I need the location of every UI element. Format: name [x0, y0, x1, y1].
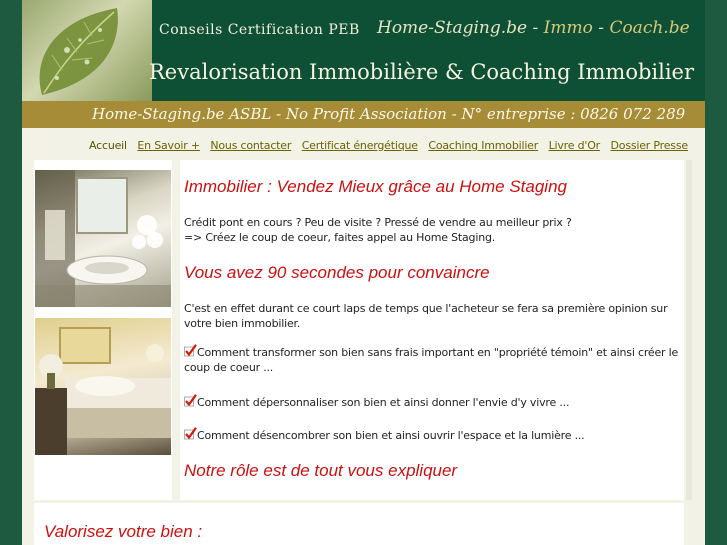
main-content: [180, 160, 684, 500]
checkmark-icon: [184, 344, 197, 357]
bedroom-photo: [35, 318, 171, 455]
valorisez-section: [34, 503, 684, 545]
page-wrapper: [22, 0, 705, 545]
list-item: [184, 426, 684, 443]
main-nav: [89, 139, 695, 152]
nav-item-dossier-presse[interactable]: Dossier Presse: [610, 139, 688, 152]
top-subtitle: Conseils Certification PEB: [159, 22, 360, 38]
checkmark-icon: [184, 427, 197, 440]
bullet-text-transformer: Comment transformer son bien sans frais important en "propriété témoin" et ainsi créer le coup de coeur ...: [184, 346, 679, 374]
brand-separator-1: -: [527, 18, 544, 38]
nav-item-livre-dor[interactable]: Livre d'Or: [548, 139, 601, 152]
heading-90-secondes: Vous avez 90 secondes pour convaincre: [184, 263, 490, 282]
heading-notre-role: Notre rôle est de tout vous expliquer: [184, 461, 458, 480]
brand-immo: Immo: [543, 18, 593, 38]
brand-home-staging: Home-Staging.be: [377, 18, 528, 38]
list-item: [184, 343, 684, 375]
intro-questions: Crédit pont en cours ? Peu de visite ? Pressé de vendre au meilleur prix ?: [184, 216, 572, 229]
checkmark-icon: [184, 394, 197, 407]
heading-valorisez: Valorisez votre bien :: [44, 522, 203, 541]
list-item: [184, 393, 684, 410]
bathroom-photo: [35, 170, 171, 307]
brand-coach: Coach.be: [609, 18, 690, 38]
content-side-strip: [686, 160, 692, 500]
brand-separator-2: -: [592, 18, 610, 38]
nav-item-certificat-energetique[interactable]: Certificat énergétique: [301, 139, 418, 152]
heading-vendez-mieux: Immobilier : Vendez Mieux grâce au Home Staging: [184, 177, 567, 196]
photo-column: [34, 160, 172, 500]
header-tagline: Revalorisation Immobilière & Coaching Immobilier: [149, 60, 695, 84]
header-banner: [22, 0, 705, 101]
bullet-text-depersonnaliser: Comment dépersonnaliser son bien et ainsi donner l'envie d'y vivre ...: [197, 396, 570, 409]
intro-cta: => Créez le coup de coeur, faites appel au Home Staging.: [184, 231, 496, 244]
nav-item-accueil[interactable]: Accueil: [89, 139, 127, 152]
nav-item-coaching-immobilier[interactable]: Coaching Immobilier: [428, 139, 539, 152]
bullet-text-desencombrer: Comment désencombrer son bien et ainsi ouvrir l'espace et la lumière ...: [197, 429, 585, 442]
brand-logo-text: [377, 18, 690, 38]
nav-item-nous-contacter[interactable]: Nous contacter: [210, 139, 292, 152]
nav-item-en-savoir-plus[interactable]: En Savoir +: [137, 139, 200, 152]
paragraph-premiere-opinion: C'est en effet durant ce court laps de temps que l'acheteur se fera sa première opinion sur votre bien immobilier.: [184, 302, 668, 330]
association-text: Home-Staging.be ASBL - No Profit Association - N° entreprise : 0826 072 289: [92, 105, 686, 123]
leaf-photo: [22, 0, 152, 101]
association-bar: [22, 101, 705, 128]
